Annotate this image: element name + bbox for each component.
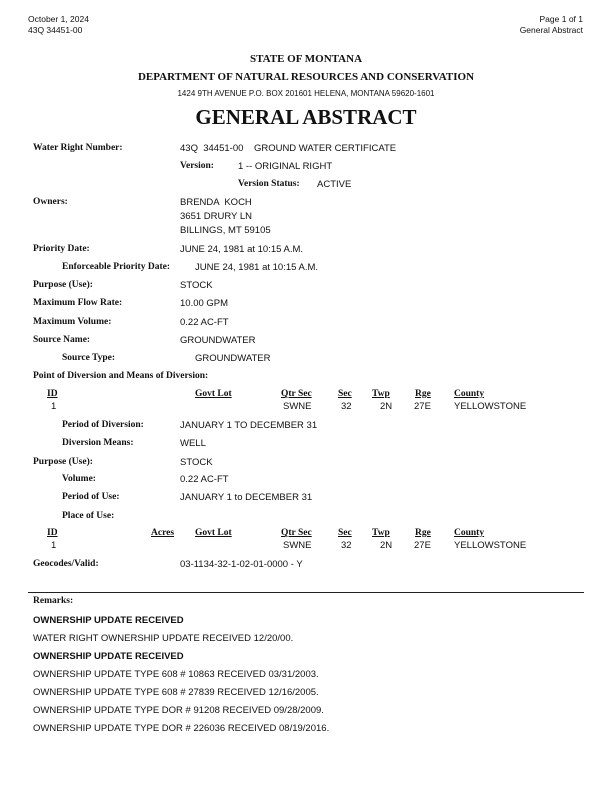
owners-label: Owners: [33,197,68,207]
source-name-value: GROUNDWATER [180,335,256,346]
pou-row-rge: 27E [414,540,431,551]
owner-city: BILLINGS, MT 59105 [180,225,271,236]
version-status-label: Version Status: [238,179,300,189]
pou-col-acres: Acres [151,528,175,538]
remarks-divider [28,592,584,593]
pod-row-county: YELLOWSTONE [454,401,527,412]
geocodes-value: 03-1134-32-1-02-01-0000 - Y [180,559,303,570]
max-volume-label: Maximum Volume: [33,317,112,327]
pod-col-id: ID [47,389,58,399]
owner-street: 3651 DRURY LN [180,211,252,222]
volume-label: Volume: [62,474,96,484]
pou-row-twp: 2N [380,540,393,551]
enforceable-priority-label: Enforceable Priority Date: [62,262,170,272]
pou-row-id: 1 [51,540,57,551]
purpose-value: STOCK [180,280,213,291]
place-of-use-label: Place of Use: [62,511,115,521]
pou-col-twp: Twp [372,528,390,538]
pod-col-rge: Rge [415,389,431,399]
pou-row-qtr-sec: SWNE [283,540,312,551]
remark-item: OWNERSHIP UPDATE TYPE DOR # 226036 RECEIVED 08/19/2016. [33,723,330,734]
source-type-label: Source Type: [62,353,116,363]
priority-date-value: JUNE 24, 1981 at 10:15 A.M. [180,244,304,255]
page-number: Page 1 of 1 [539,14,583,24]
pod-row-rge: 27E [414,401,431,412]
pou-col-govt-lot: Govt Lot [195,528,232,538]
version-label: Version: [180,161,214,171]
water-right-number-value: 43Q 34451-00 GROUND WATER CERTIFICATE [180,143,397,154]
diversion-means-label: Diversion Means: [62,438,134,448]
remark-item: OWNERSHIP UPDATE RECEIVED [33,615,184,626]
state-name: STATE OF MONTANA [249,53,363,65]
page-title: GENERAL ABSTRACT [195,105,417,129]
remark-item: WATER RIGHT OWNERSHIP UPDATE RECEIVED 12/20/00. [33,633,294,644]
purpose-label: Purpose (Use): [33,280,93,290]
remark-item: OWNERSHIP UPDATE TYPE 608 # 27839 RECEIVED 12/16/2005. [33,687,319,698]
pod-row-qtr-sec: SWNE [283,401,312,412]
purpose-use-value: STOCK [180,457,213,468]
diversion-means-value: WELL [180,438,206,449]
pou-col-county: County [454,528,485,538]
pou-col-sec: Sec [338,528,352,538]
enforceable-priority-value: JUNE 24, 1981 at 10:15 A.M. [195,262,319,273]
pod-col-govt-lot: Govt Lot [195,389,232,399]
pod-row-sec: 32 [341,401,352,412]
department-name: DEPARTMENT OF NATURAL RESOURCES AND CONSERVATION [137,71,475,83]
geocodes-label: Geocodes/Valid: [33,559,99,569]
pou-col-qtr-sec: Qtr Sec [281,528,312,538]
max-flow-value: 10.00 GPM [180,298,229,309]
header-right-id: 43Q 34451-00 [28,25,83,35]
pou-col-id: ID [47,528,58,538]
pod-col-county: County [454,389,485,399]
remarks-label: Remarks: [33,596,74,606]
purpose-use-label: Purpose (Use): [33,457,93,467]
owner-name: BRENDA KOCH [180,197,252,208]
remark-item: OWNERSHIP UPDATE TYPE 608 # 10863 RECEIVED 03/31/2003. [33,669,319,680]
priority-date-label: Priority Date: [33,244,90,254]
pod-col-twp: Twp [372,389,390,399]
max-flow-label: Maximum Flow Rate: [33,298,123,308]
pod-col-qtr-sec: Qtr Sec [281,389,312,399]
period-of-use-label: Period of Use: [62,492,120,502]
pod-col-sec: Sec [338,389,352,399]
period-of-diversion-value: JANUARY 1 TO DECEMBER 31 [180,420,318,431]
max-volume-value: 0.22 AC-FT [180,317,229,328]
pod-row-twp: 2N [380,401,393,412]
pod-row-id: 1 [51,401,57,412]
water-right-number-label: Water Right Number: [33,143,123,153]
version-status-value: ACTIVE [317,179,352,190]
remark-item: OWNERSHIP UPDATE RECEIVED [33,651,184,662]
department-address: 1424 9TH AVENUE P.O. BOX 201601 HELENA, MONTANA 59620-1601 [177,89,435,98]
header-doc-type: General Abstract [519,25,583,35]
source-name-label: Source Name: [33,335,91,345]
print-date: October 1, 2024 [28,14,89,24]
period-of-use-value: JANUARY 1 to DECEMBER 31 [180,492,313,503]
pou-row-county: YELLOWSTONE [454,540,527,551]
source-type-value: GROUNDWATER [195,353,271,364]
pou-row-sec: 32 [341,540,352,551]
pod-section-label: Point of Diversion and Means of Diversion: [33,371,209,381]
version-value: 1 -- ORIGINAL RIGHT [238,161,333,172]
remark-item: OWNERSHIP UPDATE TYPE DOR # 91208 RECEIVED 09/28/2009. [33,705,324,716]
period-of-diversion-label: Period of Diversion: [62,420,144,430]
pou-col-rge: Rge [415,528,431,538]
volume-value: 0.22 AC-FT [180,474,229,485]
